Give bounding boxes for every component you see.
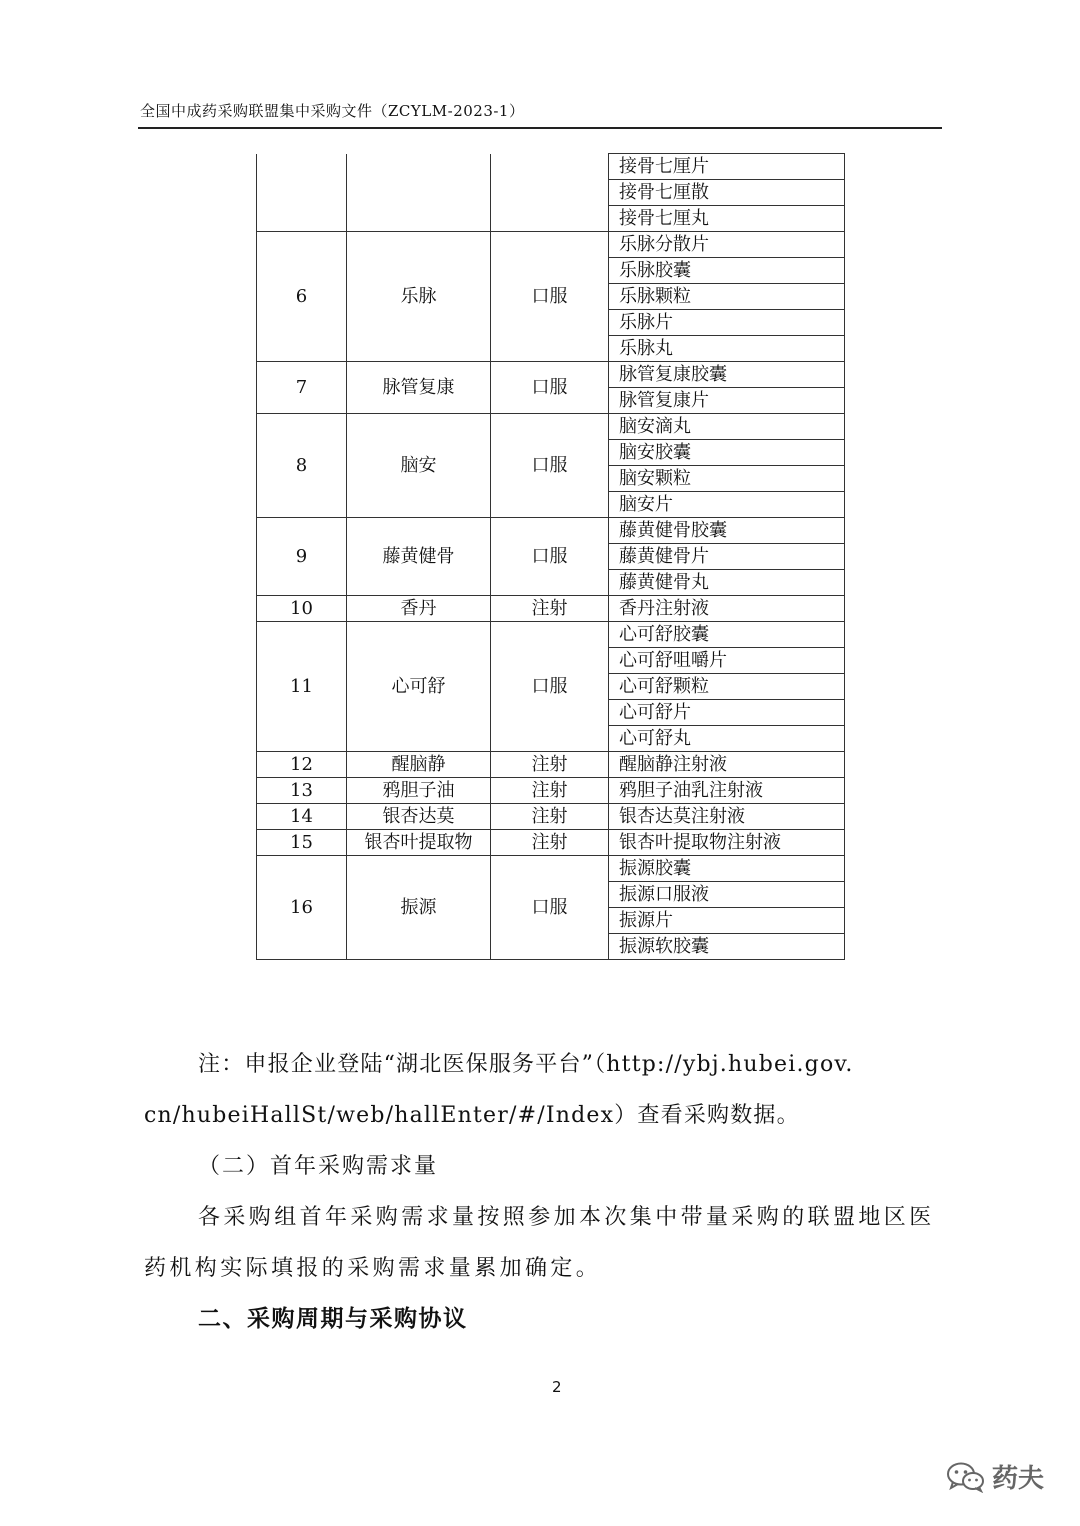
- cell-route: 口服: [491, 232, 609, 362]
- cell-route: 注射: [491, 596, 609, 622]
- table-row: [257, 414, 845, 440]
- cell-product: 心可舒咀嚼片: [609, 648, 845, 674]
- cell-index: 11: [257, 622, 347, 752]
- cell-drug-name: 醒脑静: [347, 752, 491, 778]
- cell-route: 口服: [491, 856, 609, 960]
- cell-product: 醒脑静注射液: [609, 752, 845, 778]
- cell-product: 振源口服液: [609, 882, 845, 908]
- note-line-2: cn/hubeiHallSt/web/hallEnter/#/Index）查看采购数据。: [144, 1103, 800, 1128]
- cell-product: 心可舒胶囊: [609, 622, 845, 648]
- cell-product: 香丹注射液: [609, 596, 845, 622]
- cell-product: 乐脉片: [609, 310, 845, 336]
- cell-index: 6: [257, 232, 347, 362]
- cell-index: 8: [257, 414, 347, 518]
- cell-drug-name: 脉管复康: [347, 362, 491, 414]
- note-line-1: 注：申报企业登陆“湖北医保服务平台”（http://ybj.hubei.gov.: [198, 1052, 854, 1077]
- cell-route: 口服: [491, 362, 609, 414]
- cell-route: 注射: [491, 830, 609, 856]
- table-row: [257, 362, 845, 388]
- cell-product: 银杏叶提取物注射液: [609, 830, 845, 856]
- wechat-icon: [946, 1461, 986, 1493]
- cell-product: 振源软胶囊: [609, 934, 845, 960]
- cell-product: 脉管复康胶囊: [609, 362, 845, 388]
- cell-index: 16: [257, 856, 347, 960]
- cell-index: 7: [257, 362, 347, 414]
- cell-drug-name: 心可舒: [347, 622, 491, 752]
- cell-product: 脑安颗粒: [609, 466, 845, 492]
- body-line-2: 药机构实际填报的采购需求量累加确定。: [144, 1256, 602, 1281]
- cell-route: 注射: [491, 752, 609, 778]
- cell-product: 脑安胶囊: [609, 440, 845, 466]
- cell-index: 14: [257, 804, 347, 830]
- cell-drug-name: 银杏达莫: [347, 804, 491, 830]
- cell-product: 乐脉丸: [609, 336, 845, 362]
- cell-route: 注射: [491, 778, 609, 804]
- cell-product: 心可舒片: [609, 700, 845, 726]
- page-header: 全国中成药采购联盟集中采购文件（ZCYLM-2023-1）: [140, 102, 525, 120]
- cell-product: 脑安滴丸: [609, 414, 845, 440]
- cell-product: 接骨七厘片: [609, 154, 845, 180]
- table-row: [257, 596, 845, 622]
- table-row: [257, 232, 845, 258]
- cell-product: 脑安片: [609, 492, 845, 518]
- cell-route: 口服: [491, 622, 609, 752]
- cell-product: 藤黄健骨片: [609, 544, 845, 570]
- body-line-1: 各采购组首年采购需求量按照参加本次集中带量采购的联盟地区医: [198, 1205, 935, 1230]
- table-row: [257, 830, 845, 856]
- cell-route: 口服: [491, 414, 609, 518]
- cell-drug-name: 乐脉: [347, 232, 491, 362]
- cell-index: 13: [257, 778, 347, 804]
- drug-table: [256, 153, 845, 960]
- cell-product: 银杏达莫注射液: [609, 804, 845, 830]
- cell-product: 藤黄健骨胶囊: [609, 518, 845, 544]
- cell-product: 振源胶囊: [609, 856, 845, 882]
- cell-index: 15: [257, 830, 347, 856]
- table-row: [257, 154, 845, 180]
- cell-route: 注射: [491, 804, 609, 830]
- cell-index: 10: [257, 596, 347, 622]
- cell-index: [257, 154, 347, 232]
- cell-product: 接骨七厘丸: [609, 206, 845, 232]
- cell-drug-name: [347, 154, 491, 232]
- table-row: [257, 622, 845, 648]
- cell-drug-name: 鸦胆子油: [347, 778, 491, 804]
- cell-route: 口服: [491, 518, 609, 596]
- table-row: [257, 518, 845, 544]
- header-divider: [138, 127, 942, 129]
- cell-product: 接骨七厘散: [609, 180, 845, 206]
- cell-drug-name: 藤黄健骨: [347, 518, 491, 596]
- table-row: [257, 804, 845, 830]
- cell-index: 9: [257, 518, 347, 596]
- cell-product: 乐脉颗粒: [609, 284, 845, 310]
- cell-product: 心可舒颗粒: [609, 674, 845, 700]
- table-row: [257, 778, 845, 804]
- cell-drug-name: 香丹: [347, 596, 491, 622]
- cell-product: 鸦胆子油乳注射液: [609, 778, 845, 804]
- cell-product: 乐脉胶囊: [609, 258, 845, 284]
- cell-route: [491, 154, 609, 232]
- table-row: [257, 752, 845, 778]
- page-number: 2: [552, 1378, 562, 1396]
- cell-drug-name: 银杏叶提取物: [347, 830, 491, 856]
- watermark: [946, 1458, 1044, 1495]
- cell-product: 脉管复康片: [609, 388, 845, 414]
- cell-product: 藤黄健骨丸: [609, 570, 845, 596]
- table-row: [257, 856, 845, 882]
- cell-drug-name: 脑安: [347, 414, 491, 518]
- section-heading: 二、采购周期与采购协议: [198, 1306, 468, 1332]
- watermark-text: 药夫: [992, 1464, 1045, 1494]
- cell-drug-name: 振源: [347, 856, 491, 960]
- cell-product: 乐脉分散片: [609, 232, 845, 258]
- cell-product: 振源片: [609, 908, 845, 934]
- cell-product: 心可舒丸: [609, 726, 845, 752]
- cell-index: 12: [257, 752, 347, 778]
- subheading: （二）首年采购需求量: [198, 1154, 439, 1179]
